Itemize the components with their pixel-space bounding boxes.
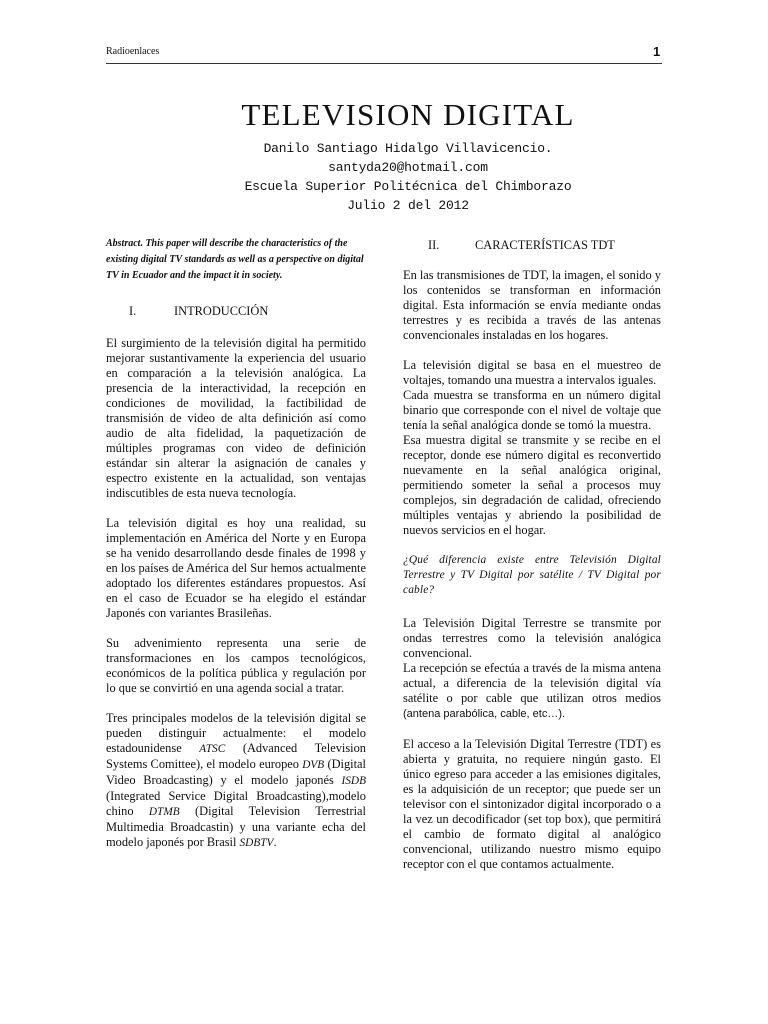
text-run: La recepción se efectúa a través de la misma antena actual, a diferencia de la televisión digital vía satélite o por cable que utilizan otros medios (403, 661, 661, 705)
abstract: Abstract. This paper will describe the characteristics of the existing digital TV standards as well as a perspective on digital TV in Ecuador and the impact it in society. (106, 238, 364, 282)
text-run: (Integrated Service Digital Broadcasting),modelo chino (106, 788, 366, 818)
paper-title: TELEVISION DIGITAL (241, 97, 575, 132)
left-column (106, 236, 366, 866)
author-block (106, 139, 710, 215)
paragraph: La televisión digital es hoy una realidad, su implementación en América del Norte y en Europa se ha venido desarrollando desde finales de 1998 y en los países de América del Sur hemos actualmente adoptado los diferentes estándares propuestos. Así en el caso de Ecuador se ha elegido el estándar Japonés con variantes Brasileñas. (106, 515, 366, 620)
text-run: . (273, 834, 277, 849)
header-rule (106, 63, 662, 64)
text-run: (Digital Television Terrestrial Multimedia Broadcastin) y una variante echa del modelo japonés por Brasil (106, 803, 366, 849)
section-number: II. (428, 238, 440, 252)
standard-name: SDBTV (239, 836, 274, 849)
standard-name: ATSC (199, 742, 226, 755)
right-column (403, 237, 661, 887)
paragraph: La Televisión Digital Terrestre se transmite por ondas terrestres como la televisión analógica convencional. (403, 616, 661, 660)
author-email: santyda20@hotmail.com (328, 160, 488, 175)
parenthetical: (antena parabólica, cable, etc…). (403, 708, 566, 720)
paragraph (403, 661, 661, 722)
publication-date: Julio 2 del 2012 (347, 198, 469, 213)
text-run: (Advanced Television Systems Comittee), el modelo europeo (106, 740, 367, 771)
section-heading-introduction (106, 304, 366, 319)
paragraph (106, 711, 366, 851)
paragraph: En las transmisiones de TDT, la imagen, el sonido y los contenidos se transforman en información digital. Esta información se envía mediante ondas terrestres y es recibida a través de las antenas convencionales instaladas en los hogares. (403, 268, 661, 342)
paragraph: Esa muestra digital se transmite y se recibe en el receptor, donde ese número digital es reconvertido nuevamente en la señal analógica original, permitiendo someter la señal a procesos muy complejos, sin degradación de calidad, ofreciendo múltiples ventajas y abriendo la posibilidad de nuevos servicios en el hogar. (403, 433, 661, 537)
section-title: CARACTERÍSTICAS TDT (475, 238, 615, 252)
paragraph: El surgimiento de la televisión digital ha permitido mejorar sustantivamente la experiencia del usuario en comparación a la televisión analógica. La presencia de la interactividad, la recepción en condiciones de movilidad, la factibilidad de transmisión de video de alta definición así como audio de alta fidelidad, la paquetización de múltiples programas con video de definición estándar sin alterar la asignación de canales y espectro existente en la actualidad, son ventajas indiscutibles de esta nueva tecnología. (106, 335, 366, 500)
section-heading-caracteristicas (403, 238, 661, 253)
standard-name: DVB (302, 758, 325, 771)
standard-name: DTMB (148, 805, 180, 818)
paragraph: Su advenimiento representa una serie de transformaciones en los campos tecnológicos, económicos de la política pública y regulación por lo que se convirtió en una agenda social a tratar. (106, 635, 366, 695)
paragraph: La televisión digital se basa en el muestreo de voltajes, tomando una muestra a intervalos iguales. (403, 358, 661, 387)
section-title: INTRODUCCIÓN (174, 303, 269, 318)
paragraph: El acceso a la Televisión Digital Terrestre (TDT) es abierta y gratuita, no requiere ningún gasto. El único egreso para acceder a las emisiones digitales, es la adquisición de un receptor; que puede ser un televisor con el sintonizador digital incorporado o a la vez un decodificador (set top box), que permitirá el cambio de formato digital al analógico convencional, utilizando nuestro mismo equipo receptor con el que contamos actualmente. (403, 737, 661, 871)
question-subheading: ¿Qué diferencia existe entre Televisión Digital Terrestre y TV Digital por satélite / TV Digital por cable? (403, 554, 661, 596)
paragraph: Cada muestra se transforma en un número digital binario que corresponde con el nivel de voltaje que tenía la señal analógica donde se tomó la muestra. (403, 388, 661, 432)
text-run: Tres principales modelos de la televisión digital se pueden distinguir actualmente: el modelo estadounidense (106, 710, 366, 755)
section-number: I. (129, 303, 137, 318)
page-number: 1 (653, 44, 661, 59)
author-name: Danilo Santiago Hidalgo Villavicencio. (263, 141, 553, 156)
running-header: Radioenlaces (106, 46, 160, 57)
author-institution: Escuela Superior Politécnica del Chimborazo (244, 179, 572, 194)
standard-name: ISDB (341, 774, 366, 787)
text-run: (Digital Video Broadcasting) y el modelo japonés (106, 756, 366, 787)
